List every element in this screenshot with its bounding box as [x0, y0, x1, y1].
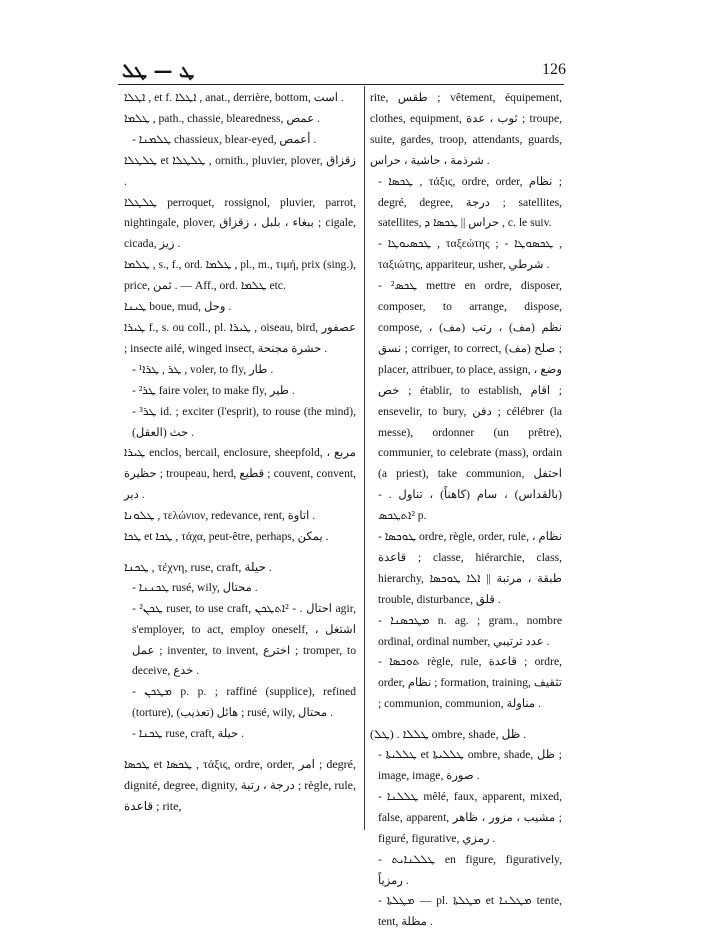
dictionary-entry: (ܛܠ) . ܛܠܠܐ ombre, shade, ظل .: [370, 727, 527, 742]
dictionary-entry: - ²ܛܪ faire voler, to make fly, طير .: [132, 383, 295, 397]
dictionary-entry: ܐܛܠܐ , et f. ܐܛܠܐ , anat., derrière, bottom, است .: [124, 91, 344, 104]
dictionary-entry: ܛܠܛܠܐ perroquet, rossignol, pluvier, parrot, nightingale, plover, ببغاء ، بلبل ، زقزاق ; cigale, cicada, زيز .: [124, 195, 356, 251]
dictionary-entry: - ܛܟܣܝܘܛܐ , ταξεώτης ; - ܛܟܣܘܛܐ , ταξιώτης, appariteur, usher, شرطي .: [378, 237, 563, 272]
dictionary-entry: ܛܟܣܐ et ܛܟܣܐ , τάξις, ordre, order, امر ; degré, dignité, degree, dignity, درجة ، رتبة ; règle, rule, قاعدة ; rite,: [124, 757, 356, 813]
dictionary-entry: - ²ܛܟܣ mettre en ordre, disposer, composer, to arrange, dispose, compose, نظم (مف) ، رتب (مف) ، نسق ; corriger, to correct, صلح (مف) ; placer, attribuer, to place, assign, وضع ، خص ; établir, to establish, اقام ; ensevelir, to bury, دفن ; célébrer (la messe), ordonner (un prêtre), communier, to celebrate (mass), ordain (a priest), take communion, احتفل (بالقداس) ، سام (كاهناً) ، تناول . - ²ܐܬܛܟܣ p.: [378, 279, 563, 523]
dictionary-entry: - ܛܘܟܣܐ ordre, règle, order, rule, نظام ، قاعدة ; classe, hiérarchie, class, hierarchy, طبقة ، مرتبة || ܐܠܐ ܛܘܟܣܐ trouble, disturbance, قلق .: [378, 530, 562, 606]
dictionary-entry: - ܛܠܠܢܐܝܬ en figure, figuratively, رمزياً .: [378, 852, 562, 887]
spacer: [124, 548, 356, 557]
dictionary-entry: ܛܟܢܐ , τέχνη, ruse, craft, حيلة .: [124, 559, 272, 574]
dictionary-entry: - ²ܛܟܢ ruser, to use craft, احتال . - ²ܐܬܛܟܢ agir, s'employer, to act, employ oneself, اشتغل ، عمل ; inventer, to invent, اخترع ; tromper, to deceive, خدع .: [132, 601, 357, 678]
dictionary-entry: ܛܠܘܢܐ , τελώνιον, redevance, rent, اتاوة .: [124, 509, 316, 523]
dictionary-entry: - ܬܘܟܣܐ règle, rule, قاعدة ; ordre, order, نظام ; formation, training, تثقيف ; communion, communion, مناولة .: [378, 655, 562, 711]
spacer: [370, 715, 562, 724]
dictionary-entry: rite, طقس ; vêtement, équipement, clothes, equipment, ثوب ، عدة ; troupe, suite, gardes, troop, attendants, guards, شرذمة ، حاشية ، حراس .: [370, 91, 562, 167]
column-divider: [364, 86, 365, 830]
dictionary-entry: - ³ܛܪ id. ; exciter (l'esprit), to rouse (the mind), حث (العقل) .: [132, 404, 356, 439]
dictionary-entry: - ܛܟܣܐ , τάξις, ordre, order, نظام ; degré, degree, درجة ; satellites, satellites, حراس || ܛܟܣܐ ܕ , c. le suiv.: [378, 174, 563, 230]
dictionary-entry: - ¹ܛܪ , ܛܪܐ , voler, to fly, طار .: [132, 362, 274, 376]
dictionary-entry: ܛܝܪܐ enclos, bercail, enclosure, sheepfold, مربع ، حظيرة ; troupeau, herd, قطيع ; couvent, convent, دير .: [124, 446, 356, 502]
dictionary-entry: ܛܝܢܐ boue, mud, وحل .: [124, 300, 232, 314]
dictionary-entry: - ܛܠܠܢܐ mêlé, faux, apparent, mixed, false, apparent, مشيب ، مزور ، ظاهر ; figuré, figurative, رمزي .: [378, 789, 563, 845]
dictionary-entry: - ܛܟܢܢܐ rusé, wily, محتال .: [132, 580, 258, 594]
dictionary-entry: ܛܠܛܠܐ et ܛܠܛܠܐ , ornith., pluvier, plover, زقزاق .: [124, 153, 356, 188]
dictionary-entry: - ܡܛܟܣܢܐ n. ag. ; gram., nombre ordinal, ordinal number, عدد ترتيبي .: [378, 613, 562, 648]
page-number: 126: [542, 61, 566, 78]
dictionary-entry: - ܛܟܢܐ ruse, craft, حيلة .: [132, 727, 245, 741]
dictionary-entry: ܛܠܡܐ , s., f., ord. ܛܠܡܐ , pl., m., τιμή, prix (sing.), price, ثمن . — Aff., ord. ܛܠܡܐ etc.: [124, 258, 356, 293]
left-column: [124, 88, 356, 817]
dictionary-entry: ܛܠܡܐ , path., chassie, blearedness, عمص .: [124, 111, 320, 125]
header-rule: [118, 84, 564, 85]
spacer: [124, 745, 356, 754]
right-column: [370, 88, 562, 933]
dictionary-entry: - ܛܠܠܝܬܐ et ܛܠܠܝܬܐ ombre, shade, ظل ; image, image, صورة .: [378, 748, 562, 782]
dictionary-entry: - ܛܠܡܢܐ chassieux, blear-eyed, أعمص .: [132, 132, 317, 146]
running-head: ܛ — ܛܠ: [122, 60, 195, 82]
dictionary-entry: - ܡܛܠܬܐ — pl. ܡܛܠܬܐ et ܡܛܠܢܐ tente, tent, مظلة .: [378, 894, 562, 929]
dictionary-entry: ܛܝܪܐ f., s. ou coll., pl. ܛܝܪܐ , oiseau, bird, عصفور ; insecte ailé, winged insect, حشرة مجنحة .: [124, 320, 356, 355]
dictionary-entry: - ܡܛܟܢ p. p. ; raffiné (supplice), refined (torture), هائل (تعذيب) ; rusé, wily, محتال .: [132, 685, 356, 720]
dictionary-entry: ܛܟܐ et ܛܟܐ , τάχα, peut-être, perhaps, يمكن .: [124, 530, 329, 544]
